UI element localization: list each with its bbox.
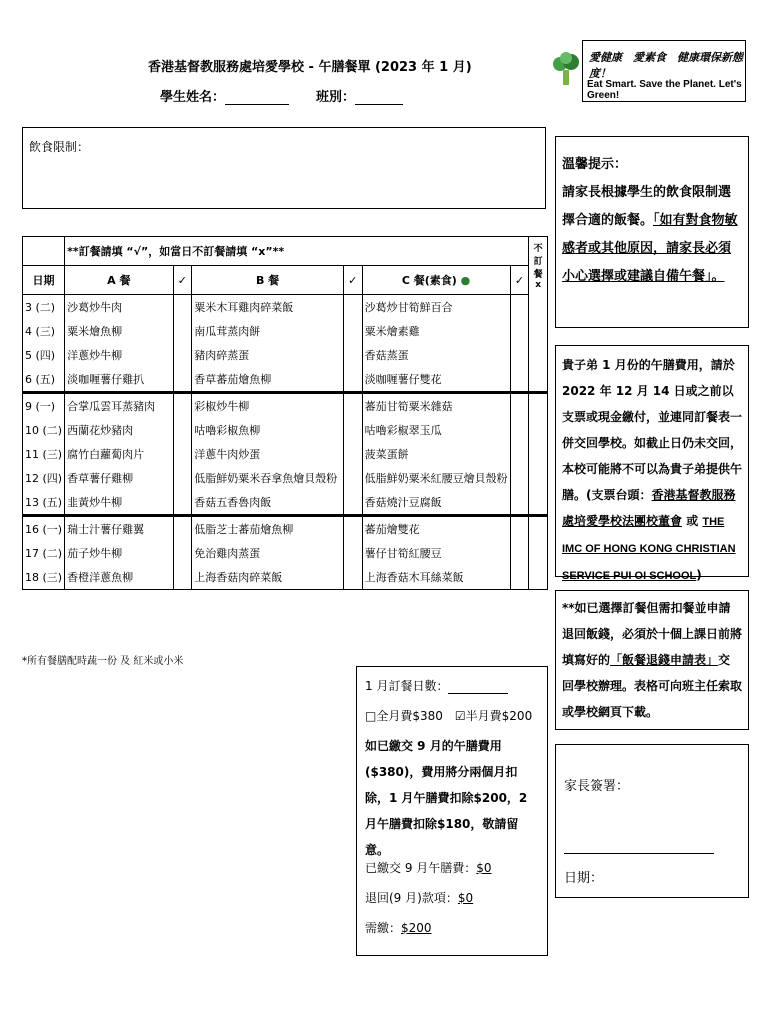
no-order-cell[interactable] [529,490,548,516]
menu-header-row [23,266,548,295]
check-b-cell[interactable] [343,490,362,516]
header-date: 日期 [23,266,65,295]
warm-tips-text: 請家長根據學生的飲食限制選擇合適的飯餐。「如有對食物敏感者或其他原因，請家長必須小心選擇或建議自備午餐」。 [562,185,738,284]
refund-value: $0 [457,891,474,905]
check-b-cell[interactable] [343,319,362,343]
check-b-cell[interactable] [343,541,362,565]
check-b-cell[interactable] [343,442,362,466]
check-b-cell[interactable] [343,393,362,419]
check-b-cell[interactable] [343,466,362,490]
no-order-label: 不訂餐x [529,237,548,295]
diet-restriction-box[interactable] [22,127,546,209]
check-a-cell[interactable] [173,367,192,393]
due-value: $200 [401,921,432,935]
meal-c-cell: 香菇燒汁豆腐飯 [362,490,510,516]
menu-row [23,393,548,419]
check-c-cell[interactable] [510,367,529,393]
no-order-cell[interactable] [529,343,548,367]
check-a-cell[interactable] [173,393,192,419]
class-field[interactable] [316,86,403,105]
menu-table [22,236,548,590]
meal-c-cell: 蕃茄甘筍粟米雜菇 [362,393,510,419]
due-line: 需繳：$200 [365,921,432,935]
menu-row [23,541,548,565]
meal-b-cell: 低脂芝士蕃茄燴魚柳 [192,516,344,542]
warm-tips-box [555,136,749,328]
meal-c-cell: 薯仔甘筍紅腰豆 [362,541,510,565]
broccoli-icon [552,52,580,86]
check-b-cell[interactable] [343,367,362,393]
no-order-cell[interactable] [529,418,548,442]
no-order-cell[interactable] [529,393,548,419]
header-a: A 餐 [65,266,173,295]
refund-notice-text: **如已選擇訂餐但需扣餐並申請退回飯錢，必須於十個上課日前將填寫好的「飯餐退錢申請表」交回學校辦理。表格可向班主任索取或學校網頁下載。 [562,601,743,719]
veg-icon: ● [460,274,471,287]
menu-instruction: **訂餐請填 “√”，如當日不訂餐請填 “x”** [65,237,529,266]
student-name-blank[interactable] [225,104,289,105]
meal-c-cell: 香菇蒸蛋 [362,343,510,367]
meal-a-cell: 洋蔥炒牛柳 [65,343,173,367]
check-b-cell[interactable] [343,343,362,367]
date-cell: 18 (三) [23,565,65,590]
check-a-cell[interactable] [173,295,192,320]
date-cell: 4 (三) [23,319,65,343]
check-c-cell[interactable] [510,442,529,466]
menu-footnote: *所有餐膳配時蔬一份 及 紅米或小米 [22,656,184,667]
check-c-cell[interactable] [510,295,529,320]
date-cell: 11 (三) [23,442,65,466]
meal-c-cell: 淡咖喱薯仔雙花 [362,367,510,393]
date-cell: 13 (五) [23,490,65,516]
date-cell: 3 (二) [23,295,65,320]
meal-a-cell: 西蘭花炒豬肉 [65,418,173,442]
green-slogan-box [582,40,746,102]
paid-line: 已繳交 9 月午膳費：$0 [365,861,492,875]
check-c-cell[interactable] [510,418,529,442]
check-a-cell[interactable] [173,466,192,490]
meal-a-cell: 韭黃炒牛柳 [65,490,173,516]
green-slogan: 愛健康 愛素食 健康環保新態度！ [589,51,743,80]
check-b-cell[interactable] [343,516,362,542]
meal-b-cell: 咕嚕彩椒魚柳 [192,418,344,442]
no-order-cell[interactable] [529,295,548,320]
date-cell: 17 (二) [23,541,65,565]
signature-box [555,744,749,898]
check-c-cell[interactable] [510,393,529,419]
date-cell: 6 (五) [23,367,65,393]
check-c-cell[interactable] [510,541,529,565]
menu-row [23,319,548,343]
menu-row [23,295,548,320]
class-label: 班別： [316,90,356,105]
check-c-cell[interactable] [510,490,529,516]
menu-row [23,343,548,367]
meal-a-cell: 香橙洋蔥魚柳 [65,565,173,590]
no-order-cell[interactable] [529,565,548,590]
no-order-cell[interactable] [529,442,548,466]
menu-row [23,516,548,542]
check-c-cell[interactable] [510,466,529,490]
check-a-cell[interactable] [173,565,192,590]
no-order-cell[interactable] [529,319,548,343]
header-c: C 餐(素食) ● [362,266,510,295]
meal-c-cell: 粟米燴素雞 [362,319,510,343]
meal-b-cell: 香菇五香魯肉飯 [192,490,344,516]
header-check-b: ✓ [343,266,362,295]
check-c-cell[interactable] [510,565,529,590]
meal-a-cell: 茄子炒牛柳 [65,541,173,565]
menu-row [23,490,548,516]
menu-instruction-row [23,237,548,266]
meal-a-cell: 合掌瓜雲耳蒸豬肉 [65,393,173,419]
menu-row [23,565,548,590]
meal-c-cell: 沙葛炒甘筍鮮百合 [362,295,510,320]
date-label: 日期： [564,871,604,886]
header-check-c: ✓ [510,266,529,295]
meal-b-cell: 粟米木耳雞肉碎菜飯 [192,295,344,320]
class-blank[interactable] [355,104,403,105]
date-cell: 9 (一) [23,393,65,419]
page-title: 香港基督教服務處培愛學校 - 午膳餐單 (2023 年 1 月) [148,60,472,75]
order-box [356,666,548,956]
no-order-cell[interactable] [529,367,548,393]
meal-b-cell: 豬肉碎蒸蛋 [192,343,344,367]
meal-a-cell: 香草薯仔雞柳 [65,466,173,490]
meal-c-cell: 菠菜蛋餅 [362,442,510,466]
half-month-option[interactable]: ☑半月費$200 [454,709,533,723]
date-cell: 5 (四) [23,343,65,367]
check-a-cell[interactable] [173,516,192,542]
meal-c-cell: 上海香菇木耳絲菜飯 [362,565,510,590]
check-a-cell[interactable] [173,343,192,367]
date-cell: 12 (四) [23,466,65,490]
meal-c-cell: 蕃茄燴雙花 [362,516,510,542]
meal-b-cell: 彩椒炒牛柳 [192,393,344,419]
fee-deduction-note: 如已繳交 9 月的午膳費用($380)，費用將分兩個月扣除，1 月午膳費扣除$200，2 月午膳費扣除$180，敬請留意。 [365,739,528,857]
meal-b-cell: 洋蔥牛肉炒蛋 [192,442,344,466]
menu-row [23,367,548,393]
paid-value: $0 [476,861,492,875]
meal-a-cell: 腐竹白蘿蔔肉片 [65,442,173,466]
check-a-cell[interactable] [173,541,192,565]
check-a-cell[interactable] [173,442,192,466]
order-days[interactable]: 1 月訂餐日數： [365,677,508,694]
meal-b-cell: 香草蕃茄燴魚柳 [192,367,344,393]
meal-c-cell: 低脂鮮奶粟米紅腰豆燴貝殼粉 [362,466,510,490]
check-b-cell[interactable] [343,565,362,590]
no-order-cell[interactable] [529,541,548,565]
refund-line: 退回(9 月)款項：$0 [365,891,474,905]
fee-options [365,707,532,724]
no-order-cell[interactable] [529,466,548,490]
check-a-cell[interactable] [173,418,192,442]
student-name-label: 學生姓名： [160,90,226,105]
full-month-option[interactable]: □全月費$380 [365,709,443,723]
menu-row [23,418,548,442]
no-order-cell[interactable] [529,516,548,542]
check-a-cell[interactable] [173,490,192,516]
check-c-cell[interactable] [510,319,529,343]
date-cell: 16 (一) [23,516,65,542]
header-b: B 餐 [192,266,344,295]
diet-label: 飲食限制： [29,140,90,154]
meal-a-cell: 淡咖喱薯仔雞扒 [65,367,173,393]
signature-line[interactable] [564,853,714,854]
check-b-cell[interactable] [343,418,362,442]
parent-signature-label: 家長簽署： [564,779,630,794]
meal-a-cell: 粟米燴魚柳 [65,319,173,343]
meal-b-cell: 低脂鮮奶粟米吞拿魚燴貝殼粉 [192,466,344,490]
header-check-a: ✓ [173,266,192,295]
meal-a-cell: 瑞士汁薯仔雞翼 [65,516,173,542]
check-a-cell[interactable] [173,319,192,343]
menu-row [23,466,548,490]
meal-c-cell: 咕嚕彩椒翠玉瓜 [362,418,510,442]
warm-tips-title: 溫馨提示： [562,157,628,172]
green-english: Eat Smart. Save the Planet. Let's Green! [587,79,742,101]
fee-notice-text: 貴子弟 1 月份的午膳費用，請於 2022 年 12 月 14 日或之前以支票或現金繳付，並連同訂餐表一併交回學校。如截止日仍未交回，本校可能將不可以為貴子弟提供午膳。(支票台頭：香港基督教服務處培愛學校法團校董會 或 THE IMC OF HONG KONG CHRISTIAN SERVICE PUI OI SCHOOL) [562,358,743,582]
date-cell: 10 (二) [23,418,65,442]
meal-b-cell: 免治雞肉蒸蛋 [192,541,344,565]
student-name-field[interactable] [160,86,289,105]
meal-b-cell: 上海香菇肉碎菜飯 [192,565,344,590]
meal-b-cell: 南瓜茸蒸肉餅 [192,319,344,343]
check-b-cell[interactable] [343,295,362,320]
meal-a-cell: 沙葛炒牛肉 [65,295,173,320]
fee-notice-box [555,345,749,582]
check-c-cell[interactable] [510,516,529,542]
refund-notice-box [555,590,749,730]
check-c-cell[interactable] [510,343,529,367]
menu-row [23,442,548,466]
